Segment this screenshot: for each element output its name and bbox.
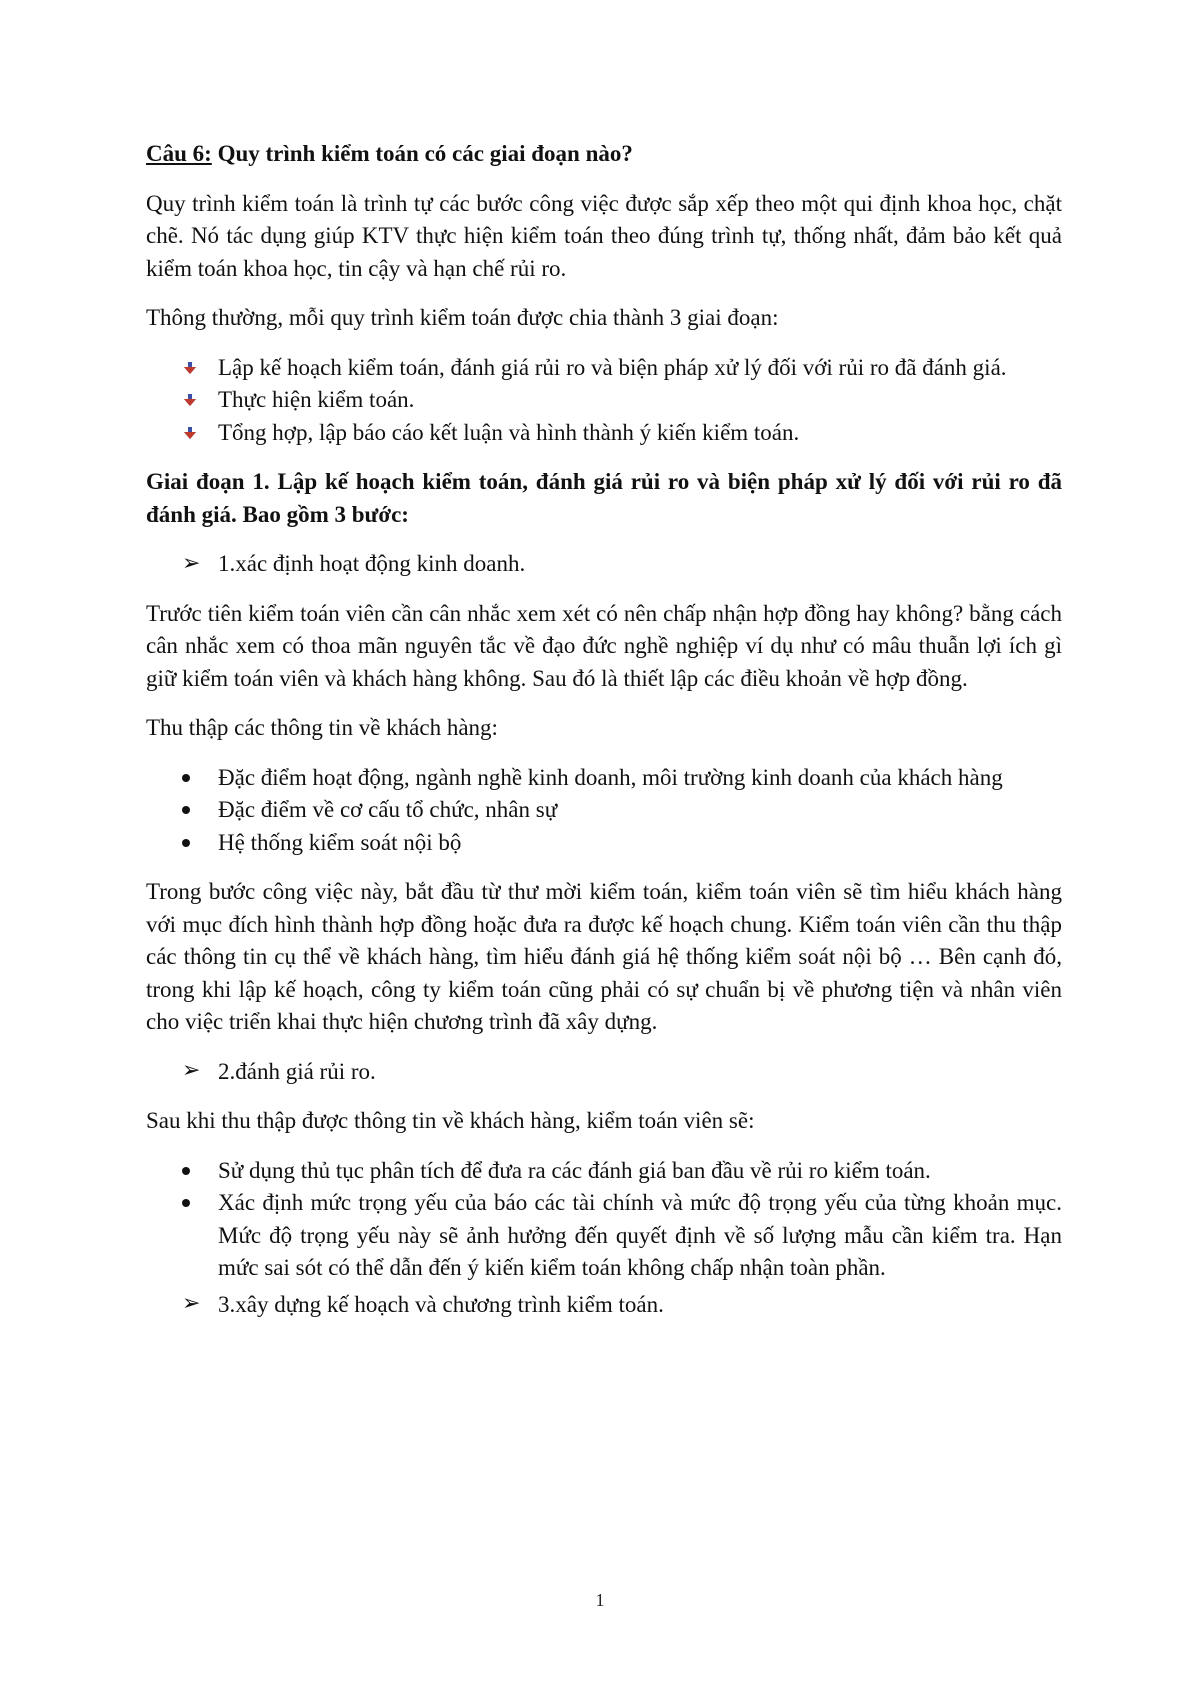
risk-text: Xác định mức trọng yếu của báo các tài chính và mức độ trọng yếu của từng khoản mục. Mức độ trọng yếu này sẽ ảnh hưởng đến quyết định về số lượng mẫu cần kiểm tra. Hạn mức sai sót có thể dẫn đến ý kiến kiểm toán không chấp nhận toàn phần. <box>218 1190 1062 1280</box>
info-intro: Thu thập các thông tin về khách hàng: <box>146 715 498 740</box>
info-list <box>146 762 1062 860</box>
dot-icon <box>182 1187 202 1219</box>
stages-list <box>146 352 1062 450</box>
stages-intro: Thông thường, mỗi quy trình kiểm toán được chia thành 3 giai đoạn: <box>146 305 779 330</box>
list-item <box>146 384 1062 417</box>
stage1-heading: Giai đoạn 1. Lập kế hoạch kiểm toán, đánh giá rủi ro và biện pháp xử lý đối với rủi ro đã đánh giá. Bao gồm 3 bước: <box>146 469 1062 527</box>
dot-icon <box>182 794 202 826</box>
list-item <box>146 762 1062 795</box>
info-text: Đặc điểm hoạt động, ngành nghề kinh doanh, môi trường kinh doanh của khách hàng <box>218 764 1003 790</box>
question-heading <box>146 138 1062 171</box>
question-number: Câu 6: <box>146 141 212 166</box>
intro-paragraph: Quy trình kiểm toán là trình tự các bước công việc được sắp xếp theo một qui định khoa học, chặt chẽ. Nó tác dụng giúp KTV thực hiện kiểm toán theo đúng trình tự, thống nhất, đảm bảo kết quả kiểm toán khoa học, tin cậy và hạn chế rủi ro. <box>146 190 1062 281</box>
arrow-icon <box>182 417 202 449</box>
dot-icon <box>182 827 202 859</box>
dot-icon <box>182 1155 202 1187</box>
list-item <box>146 1187 1062 1285</box>
arrow-icon <box>182 384 202 416</box>
risk-intro: Sau khi thu thập được thông tin về khách hàng, kiểm toán viên sẽ: <box>146 1108 755 1133</box>
list-item <box>146 827 1062 860</box>
risk-list <box>146 1155 1062 1285</box>
risk-text: Sử dụng thủ tục phân tích để đưa ra các đánh giá ban đầu về rủi ro kiểm toán. <box>218 1157 931 1183</box>
step-1 <box>146 548 1062 581</box>
info-text: Đặc điểm về cơ cấu tổ chức, nhân sự <box>218 797 558 822</box>
stage-text: Thực hiện kiểm toán. <box>218 387 415 412</box>
step-text: 2.đánh giá rủi ro. <box>218 1058 376 1084</box>
info-text: Hệ thống kiểm soát nội bộ <box>218 829 462 855</box>
planning-paragraph: Trong bước công việc này, bắt đầu từ thư mời kiểm toán, kiểm toán viên sẽ tìm hiểu khách hàng với mục đích hình thành hợp đồng hoặc đưa ra được kế hoạch chung. Kiểm toán viên cần thu thập các thông tin cụ thể về khách hàng, tìm hiểu đánh giá hệ thống kiểm soát nội bộ … Bên cạnh đó, trong khi lập kế hoạch, công ty kiểm toán cũng phải có sự chuẩn bị về phương tiện và nhân viên cho việc triển khai thực hiện chương trình đã xây dựng. <box>146 879 1062 1034</box>
chevron-icon: ➢ <box>182 1058 201 1084</box>
step-text: 3.xây dựng kế hoạch và chương trình kiểm toán. <box>218 1291 664 1317</box>
stage-text: Tổng hợp, lập báo cáo kết luận và hình thành ý kiến kiểm toán. <box>218 419 800 445</box>
stage-text: Lập kế hoạch kiểm toán, đánh giá rủi ro và biện pháp xử lý đối với rủi ro đã đánh giá. <box>218 354 1007 380</box>
list-item <box>146 352 1062 385</box>
dot-icon <box>182 762 202 794</box>
arrow-icon <box>182 352 202 384</box>
page-number: 1 <box>595 1590 605 1610</box>
step-text: 1.xác định hoạt động kinh doanh. <box>218 551 526 576</box>
question-title: Quy trình kiểm toán có các giai đoạn nào? <box>211 141 633 166</box>
list-item <box>146 417 1062 450</box>
engagement-paragraph: Trước tiên kiểm toán viên cần cân nhắc xem xét có nên chấp nhận hợp đồng hay không? bằng cách cân nhắc xem có thoa mãn nguyên tắc về đạo đức nghề nghiệp ví dụ như có mâu thuẫn lợi ích gì giữ kiểm toán viên và khách hàng không. Sau đó là thiết lập các điều khoản về hợp đồng. <box>146 600 1062 691</box>
chevron-icon: ➢ <box>182 1291 201 1317</box>
step-3 <box>146 1289 1062 1322</box>
list-item <box>146 794 1062 827</box>
step-2 <box>146 1056 1062 1089</box>
list-item <box>146 1155 1062 1188</box>
document-page <box>146 138 1062 1338</box>
chevron-icon: ➢ <box>182 550 201 576</box>
